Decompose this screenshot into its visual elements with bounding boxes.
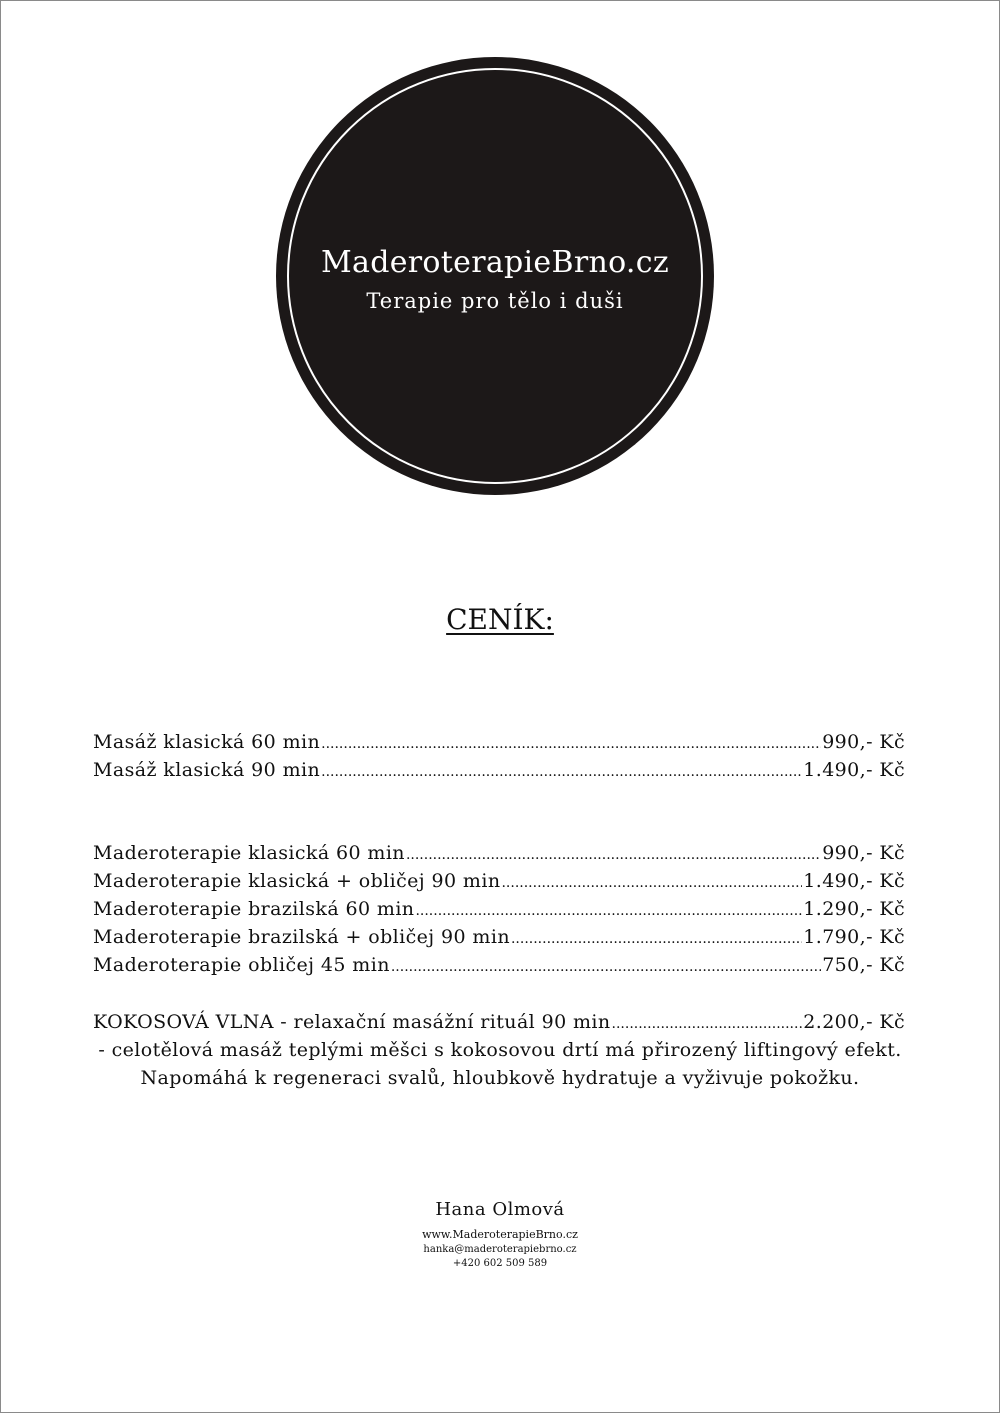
service-name: Maderoterapie brazilská 60 min	[93, 898, 415, 920]
contact-name: Hana Olmová	[435, 1199, 565, 1220]
service-name: Maderoterapie brazilská + obličej 90 min	[93, 926, 510, 948]
service-price: 2.200,- Kč	[803, 1011, 905, 1033]
service-name: Maderoterapie klasická 60 min	[93, 842, 405, 864]
dot-leader	[321, 758, 802, 786]
price-row	[93, 951, 905, 979]
service-price: 990,- Kč	[822, 731, 905, 753]
service-price: 1.490,- Kč	[803, 759, 905, 781]
logo-badge	[276, 57, 714, 495]
contact-website: www.MaderoterapieBrno.cz	[422, 1228, 578, 1241]
dot-leader	[511, 925, 802, 953]
maderoterapie-price-list	[93, 839, 905, 979]
service-price: 1.790,- Kč	[803, 926, 905, 948]
dot-leader	[612, 1010, 803, 1038]
service-price: 1.490,- Kč	[803, 870, 905, 892]
dot-leader	[415, 897, 802, 925]
contact-email: hanka@maderoterapiebrno.cz	[423, 1244, 577, 1255]
price-row	[93, 839, 905, 867]
service-name: Masáž klasická 60 min	[93, 731, 321, 753]
dot-leader	[321, 730, 821, 758]
price-row	[93, 756, 905, 784]
logo-title: MaderoterapieBrno.cz	[321, 245, 669, 280]
contact-phone: +420 602 509 589	[452, 1258, 548, 1269]
price-row	[93, 1008, 905, 1036]
special-price-list	[93, 1008, 905, 1036]
price-list-heading: CENÍK:	[446, 603, 554, 636]
dot-leader	[501, 869, 802, 897]
logo-tagline: Terapie pro tělo i duši	[366, 289, 624, 313]
service-name: Maderoterapie obličej 45 min	[93, 954, 390, 976]
price-row	[93, 867, 905, 895]
service-price: 750,- Kč	[822, 954, 905, 976]
dot-leader	[406, 841, 821, 869]
service-name: KOKOSOVÁ VLNA - relaxační masážní rituál 90 min	[93, 1011, 611, 1033]
service-name: Masáž klasická 90 min	[93, 759, 321, 781]
dot-leader	[391, 953, 821, 981]
massage-price-list	[93, 728, 905, 784]
price-row	[93, 923, 905, 951]
service-price: 990,- Kč	[822, 842, 905, 864]
service-price: 1.290,- Kč	[803, 898, 905, 920]
special-description-line-1: - celotělová masáž teplými měšci s kokosovou drtí má přirozený liftingový efekt.	[98, 1039, 902, 1061]
price-row	[93, 728, 905, 756]
special-description-line-2: Napomáhá k regeneraci svalů, hloubkově hydratuje a vyživuje pokožku.	[140, 1067, 860, 1089]
service-name: Maderoterapie klasická + obličej 90 min	[93, 870, 501, 892]
price-row	[93, 895, 905, 923]
